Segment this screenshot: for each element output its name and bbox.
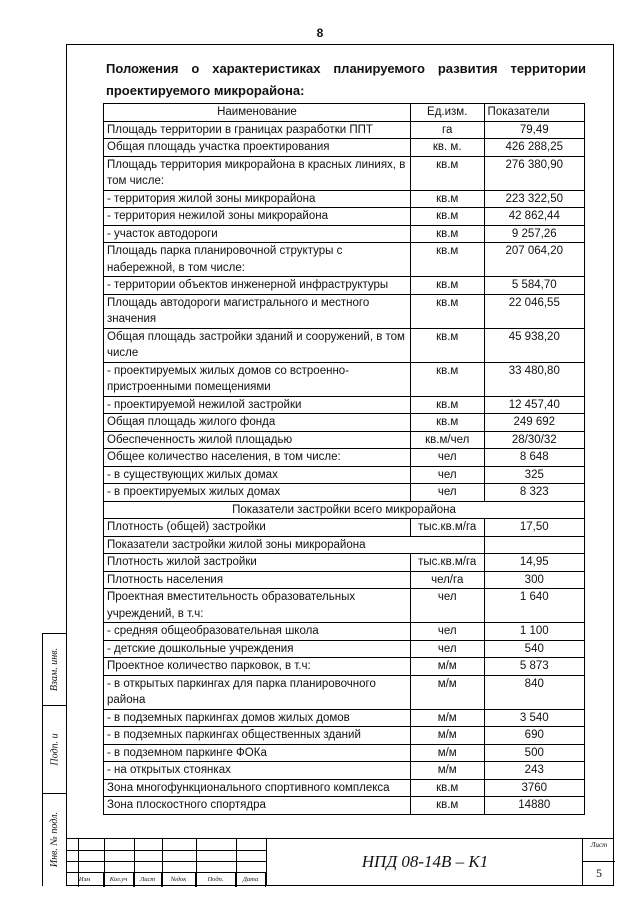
row-name: Общая площадь застройки зданий и сооружений, в том числе [104,328,411,362]
row-name: Обеспеченность жилой площадью [104,431,411,449]
col-ndok: №док [162,873,196,887]
row-value: 8 323 [484,484,584,502]
row-unit: тыс.кв.м/га [410,519,484,537]
row-name: Общая площадь жилого фонда [104,414,411,432]
sheet-label: Лист [590,841,608,849]
table-row [104,328,585,362]
row-value: 22 046,55 [484,294,584,328]
row-name: - территории объектов инженерной инфраструктуры [104,277,411,295]
side-label-vzam: Взам. инв. [49,647,61,691]
row-value: 223 322,50 [484,190,584,208]
table-row [104,709,585,727]
row-value: 3760 [484,779,584,797]
table-row [104,190,585,208]
row-name: - проектируемой нежилой застройки [104,396,411,414]
row-unit: кв.м [410,328,484,362]
row-name: Общее количество населения, в том числе: [104,449,411,467]
col-podp: Подп. [196,873,236,887]
table-row [104,277,585,295]
document-code: НПД 08-14В – К1 [266,839,583,885]
header-name: Наименование [104,104,411,122]
row-value: 1 640 [484,589,584,623]
row-unit: кв. м. [410,139,484,157]
table-row [104,519,585,537]
row-value: 5 873 [484,658,584,676]
col-list: Лист [134,873,162,887]
side-label-inv: Инв. № подл. [49,811,61,868]
row-unit: м/м [410,675,484,709]
row-value: 33 480,80 [484,362,584,396]
row-unit: чел [410,449,484,467]
section-title: Показатели застройки всего микрорайона [104,501,585,519]
characteristics-table [103,103,585,815]
row-value: 14880 [484,797,584,815]
table-row [104,294,585,328]
table-row [104,762,585,780]
row-value: 14,95 [484,554,584,572]
table-row [104,589,585,623]
row-value: 17,50 [484,519,584,537]
row-value: 207 064,20 [484,243,584,277]
side-stamp-strip [42,633,66,886]
row-value: 300 [484,571,584,589]
row-unit: кв.м [410,779,484,797]
table-row [104,484,585,502]
table-row [104,431,585,449]
table-row [104,727,585,745]
row-value: 42 862,44 [484,208,584,226]
table-row [104,779,585,797]
row-value: 276 380,90 [484,156,584,190]
table-row [104,208,585,226]
row-value: 500 [484,744,584,762]
row-unit: кв.м/чел [410,431,484,449]
row-name: Зона многофункционального спортивного комплекса [104,779,411,797]
row-value: 28/30/32 [484,431,584,449]
row-name: Плотность (общей) застройки [104,519,411,537]
row-name: - в подземных паркингах общественных зданий [104,727,411,745]
row-name: Площадь территория микрорайона в красных линиях, в том числе: [104,156,411,190]
table-row [104,121,585,139]
row-value: 243 [484,762,584,780]
row-name: Общая площадь участка проектирования [104,139,411,157]
table-row [104,640,585,658]
row-name: - территория жилой зоны микрорайона [104,190,411,208]
row-value: 45 938,20 [484,328,584,362]
row-value: 325 [484,466,584,484]
row-value: 12 457,40 [484,396,584,414]
row-unit: кв.м [410,294,484,328]
row-name: - детские дошкольные учреждения [104,640,411,658]
row-name: Проектное количество парковок, в т.ч: [104,658,411,676]
table-row [104,139,585,157]
row-unit: м/м [410,658,484,676]
row-name: Площадь территории в границах разработки ППТ [104,121,411,139]
row-unit: кв.м [410,243,484,277]
revision-columns [66,872,266,887]
side-label-podp: Подп. и [49,732,61,766]
page-number: 8 [316,26,324,40]
row-value: 1 100 [484,623,584,641]
row-unit: кв.м [410,362,484,396]
row-value: 3 540 [484,709,584,727]
row-name: Проектная вместительность образовательных учреждений, в т.ч: [104,589,411,623]
table-row [104,449,585,467]
header-unit: Ед.изм. [410,104,484,122]
table-row [104,225,585,243]
row-value: 79,49 [484,121,584,139]
row-name: - в проектируемых жилых домах [104,484,411,502]
row-name: - в существующих жилых домах [104,466,411,484]
section-row [104,536,585,554]
sheet-box [582,839,615,885]
row-name: - участок автодороги [104,225,411,243]
col-izm: Изм [66,873,104,887]
row-unit: м/м [410,762,484,780]
section-title: Показатели застройки жилой зоны микрорайона [104,536,485,554]
row-value: 690 [484,727,584,745]
row-unit: чел [410,623,484,641]
table-row [104,414,585,432]
table-row [104,675,585,709]
table-row [104,362,585,396]
table-row [104,156,585,190]
row-name: - территория нежилой зоны микрорайона [104,208,411,226]
row-value: 5 584,70 [484,277,584,295]
table-row [104,744,585,762]
row-name: - проектируемых жилых домов со встроенно-пристроенными помещениями [104,362,411,396]
header-value: Показатели [484,104,584,122]
table-row [104,554,585,572]
row-unit: м/м [410,744,484,762]
row-unit: кв.м [410,396,484,414]
row-unit: кв.м [410,225,484,243]
col-koluch: Кол.уч [104,873,134,887]
row-name: - на открытых стоянках [104,762,411,780]
row-unit: кв.м [410,190,484,208]
row-value: 8 648 [484,449,584,467]
row-name: - средняя общеобразовательная школа [104,623,411,641]
row-unit: чел [410,484,484,502]
row-name: Площадь автодороги магистрального и местного значения [104,294,411,328]
row-unit: м/м [410,727,484,745]
row-value: 249 692 [484,414,584,432]
row-unit: га [410,121,484,139]
table-row [104,571,585,589]
table-header-row [104,104,585,122]
row-unit: кв.м [410,277,484,295]
row-value: 540 [484,640,584,658]
row-name: Плотность жилой застройки [104,554,411,572]
row-name: Площадь парка планировочной структуры с набережной, в том числе: [104,243,411,277]
row-unit: чел [410,640,484,658]
row-unit: чел/га [410,571,484,589]
row-value: 840 [484,675,584,709]
row-name: - в открытых паркингах для парка планировочного района [104,675,411,709]
table-row [104,797,585,815]
row-unit: кв.м [410,797,484,815]
section-row [104,501,585,519]
col-data: Дата [236,873,266,887]
row-name: Плотность населения [104,571,411,589]
row-unit: тыс.кв.м/га [410,554,484,572]
table-row [104,466,585,484]
row-unit: м/м [410,709,484,727]
row-unit: чел [410,589,484,623]
revision-grid [66,839,266,887]
row-value: 426 288,25 [484,139,584,157]
table-row [104,396,585,414]
row-unit: чел [410,466,484,484]
row-unit: кв.м [410,414,484,432]
title-block [66,838,614,886]
table-row [104,243,585,277]
row-name: - в подземных паркингах домов жилых домов [104,709,411,727]
table-row [104,623,585,641]
row-unit: кв.м [410,208,484,226]
sheet-number: 5 [583,861,615,881]
row-name: - в подземном паркинге ФОКа [104,744,411,762]
table-row [104,658,585,676]
row-unit: кв.м [410,156,484,190]
section-heading: Положения о характеристиках планируемого развития территории проектируемого микрорайона: [106,61,586,98]
row-name: Зона плоскостного спортядра [104,797,411,815]
row-value: 9 257,26 [484,225,584,243]
